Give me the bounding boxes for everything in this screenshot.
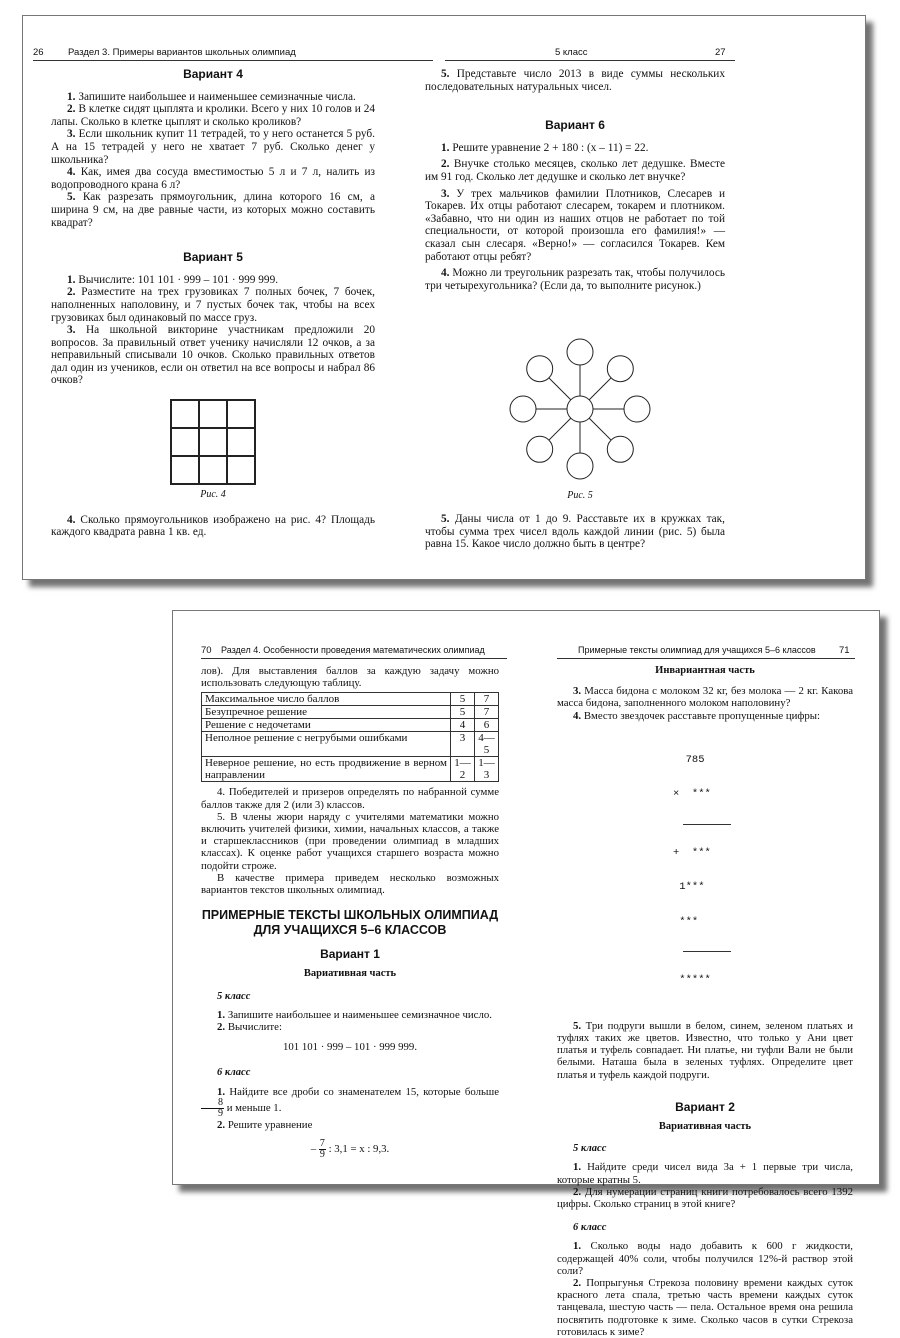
v2-c5-problem-2: 2. Для нумерации страниц книги потребовалось всего 1392 цифры. Сколько страниц в этой книге? — [557, 1185, 853, 1211]
v6-problem-1: 1. Решите уравнение 2 + 180 : (x – 11) = 22. — [441, 141, 649, 154]
page-26 — [23, 16, 445, 581]
invariant-part-heading: Инвариантная часть — [655, 665, 755, 676]
problem-5-sum-2013: 5. Представьте число 2013 в виде суммы нескольких последовательных натуральных чисел. — [425, 68, 725, 93]
v6-problem-2: 2. Внучке столько месяцев, сколько лет дедушке. Вместе им 91 год. Сколько лет дедушке и сколько лет внучке? — [425, 158, 726, 183]
page-70 — [173, 611, 533, 1186]
grid-cell — [227, 400, 255, 428]
figure-5-caption: Рис. 5 — [567, 490, 593, 501]
page-number: 70 — [201, 645, 212, 656]
paragraph-examples: В качестве примера приведем несколько возможных вариантов текстов школьных олимпиад. — [201, 871, 499, 897]
variant-1-title: Вариант 1 — [320, 947, 380, 962]
v4-problem-4: 4. Как, имея два сосуда вместимостью 5 л и 7 л, налить из водопроводного крана 6 л? — [51, 166, 375, 191]
mult-rule — [683, 951, 731, 952]
figure-4-grid — [170, 399, 256, 485]
class-6-heading: 6 класс — [217, 1067, 251, 1079]
variant-6-title: Вариант 6 — [545, 118, 605, 133]
v5-problem-4: 4. Сколько прямоугольников изображено на рис. 4? Площадь каждого квадрата равна 1 кв. ед. — [51, 513, 375, 539]
v1-c6-problem-2: 2. Решите уравнение — [217, 1118, 313, 1131]
paragraph-5: 5. В члены жюри наряду с учителями математики можно включить учителей физики, химии, начальных классов, а также и старшеклассников (при проведении олимпиад в младших классах). К оценке работ учащихся старшего возраста можно подойти строже. — [201, 810, 499, 872]
running-header: Раздел 4. Особенности проведения математических олимпиад — [221, 645, 485, 655]
grid-cell — [199, 428, 227, 456]
table-row: Решение с недочетами 4 6 — [202, 719, 499, 732]
mult-line: × *** — [673, 788, 711, 801]
v1-c5-problem-2: 2. Вычислите: — [217, 1021, 282, 1034]
mult-rule — [683, 824, 731, 825]
v1-c5-problem-1: 1. Запишите наибольшее и наименьшее семизначное число. — [217, 1008, 492, 1021]
v2-c6-problem-1: 1. Сколько воды надо добавить к 600 г жидкости, содержащей 40% соли, чтобы получился 12%-й раствор этой соли? — [557, 1240, 853, 1277]
v1-c6-problem-1: 1. Найдите все дроби со знаменателем 15, которые больше $\frac{8}{9}$ и меньше 1. — [201, 1086, 499, 1119]
page-26-text — [51, 62, 375, 539]
variant-4-title: Вариант 4 — [183, 67, 243, 81]
v4-problem-5: 5. Как разрезать прямоугольник, длина которого 16 см, а ширина 9 см, на две равные части, из которых можно составить квадрат? — [51, 191, 376, 229]
header-rule — [33, 60, 433, 61]
variant-2-title: Вариант 2 — [675, 1099, 735, 1114]
paragraph-4: 4. Победителей и призеров определять по набранной сумме баллов также для 2 (или 3) классов. — [201, 786, 499, 811]
problem-3-milk-can: 3. Масса бидона с молоком 32 кг, без молока — 2 кг. Какова масса бидона, заполненного молоком наполовину? — [557, 685, 853, 710]
grid-cell — [171, 456, 199, 484]
v4-problem-1: 1. Запишите наибольшее и наименьшее семизначные числа. — [67, 90, 356, 103]
class-6-heading: 6 класс — [573, 1222, 607, 1234]
page-27 — [425, 16, 867, 581]
figure-5-star-of-circles — [505, 334, 655, 484]
running-header: Раздел 3. Примеры вариантов школьных олимпиад — [68, 47, 296, 58]
table-row: Неполное решение с негрубыми ошибками 3 4—5 — [202, 732, 499, 757]
page-70-text — [201, 665, 499, 1168]
page-27-text — [425, 68, 725, 292]
header-rule — [445, 60, 735, 61]
grid-cell — [227, 428, 255, 456]
grid-cell — [199, 456, 227, 484]
v2-c5-problem-1: 1. Найдите среди чисел вида 3a + 1 первые три числа, которые кратны 5. — [557, 1161, 853, 1186]
v2-c6-problem-2: 2. Попрыгунья Стрекоза половину времени каждых суток красного лета спала, третью часть времени каждых суток танцевала, шестую часть — пела. Остальное время она решила посвятить подготовке к зиме. Сколько часов в сутки Стрекоза готовилась к зиме? — [557, 1277, 853, 1338]
problem-4-stars: 4. Вместо звездочек расставьте пропущенные цифры: — [573, 709, 821, 722]
page-number: 27 — [715, 47, 726, 58]
grid-cell — [227, 456, 255, 484]
mult-line: *** — [673, 915, 699, 928]
equation: – $\frac{7}{9}$ : 3,1 = x : 9,3. — [310, 1138, 390, 1161]
fraction-8-9: $\frac{8}{9}$ — [201, 1098, 224, 1119]
running-header: Примерные тексты олимпиад для учащихся 5–6 классов — [578, 645, 816, 655]
variable-part-heading: Вариативная часть — [658, 1121, 752, 1133]
book-spread-pages-70-71 — [172, 610, 880, 1338]
table-row: Максимальное число баллов 5 7 — [202, 693, 499, 706]
header-rule — [201, 658, 507, 659]
header-rule — [557, 658, 855, 659]
v6-problem-4: 4. Можно ли треугольник разрезать так, чтобы получилось три четырехугольника? (Если да, то выполните рисунок.) — [425, 267, 725, 292]
running-header: 5 класс — [555, 47, 588, 58]
intro-paragraph: лов). Для выставления баллов за каждую задачу можно использовать следующую таблицу. — [201, 665, 499, 690]
v5-problem-3: 3. На школьной викторине участникам предложили 20 вопросов. За правильный ответ ученику начисляли 12 очков, а за неправильный списывали 10 очков. Сколько правильных ответов дал один из учеников, если он ответил на все вопросы и набрал 86 очков? — [51, 324, 375, 387]
variant-5-title: Вариант 5 — [183, 250, 243, 265]
v5-problem-1: 1. Вычислите: 101 101 · 999 – 101 · 999 999. — [67, 273, 279, 286]
page-number: 26 — [33, 47, 44, 58]
grid-cell — [171, 428, 199, 456]
v6-problem-5: 5. Даны числа от 1 до 9. Расставьте их в кружках так, чтобы сумма трех чисел вдоль каждой линии (рис. 5) была равна 15. Какое число должно быть в центре? — [425, 513, 725, 551]
multiplication-puzzle — [673, 732, 737, 1010]
v4-problem-3: 3. Если школьник купит 11 тетрадей, то у него останется 5 руб. А на 15 тетрадей у него не хватает 7 руб. Сколько денег у школьника? — [51, 128, 375, 166]
computation-formula: 101 101 · 999 – 101 · 999 999. — [282, 1041, 418, 1054]
problem-5-friends: 5. Три подруги вышли в белом, синем, зеленом платьях и туфлях таких же цветов. Известно, что только у Ани цвет платья и туфель совпадает. Ни платье, ни туфли Вали не были белыми. Наташа была в зеленых туфлях. Определите цвет платья и туфель каждой подруги. — [557, 1019, 853, 1081]
table-row: Неверное решение, но есть продвижение в верном направлении 1—2 1—3 — [202, 757, 499, 782]
class-5-heading: 5 класс — [573, 1143, 607, 1155]
mult-line: ***** — [673, 974, 711, 987]
grid-cell — [199, 400, 227, 428]
page-71 — [533, 611, 881, 1338]
page-number: 71 — [839, 645, 850, 656]
figure-4-caption: Рис. 4 — [200, 489, 226, 501]
v5-problem-2: 2. Разместите на трех грузовиках 7 полных бочек, 7 бочек, наполненных наполовину, и 7 пустых бочек так, чтобы на всех грузовиках был одинаковый по массе груз. — [51, 286, 376, 324]
page-27-bottom-text — [425, 513, 725, 551]
variable-part-heading: Вариативная часть — [303, 968, 397, 980]
page-71-text — [557, 665, 853, 1338]
mult-line: 1*** — [673, 881, 705, 894]
book-spread-pages-26-27 — [22, 15, 866, 580]
v4-problem-2: 2. В клетке сидят цыплята и кролики. Всего у них 10 голов и 24 лапы. Сколько в клетке цыплят и сколько кроликов? — [51, 103, 375, 128]
mult-line: + *** — [673, 846, 711, 859]
v6-problem-3: 3. У трех мальчиков фамилии Плотников, Слесарев и Токарев. Их отцы работают слесарем, токарем и плотником. «Забавно, что ни один из наших отцов не работает по той специальности, от которой произошла его фамилия!» — сказал сын слесаря. «Верно!» — согласился Токарев. Кем работают отцы ребят? — [425, 187, 725, 263]
fraction-7-9: $\frac{7}{9}$ — [319, 1138, 325, 1161]
mult-line: 785 — [673, 753, 705, 766]
score-table — [201, 692, 499, 782]
table-row: Безупречное решение 5 7 — [202, 706, 499, 719]
grid-cell — [171, 400, 199, 428]
class-5-heading: 5 класс — [217, 990, 251, 1002]
section-title: ПРИМЕРНЫЕ ТЕКСТЫ ШКОЛЬНЫХ ОЛИМПИАД ДЛЯ УЧАЩИХСЯ 5–6 КЛАССОВ — [201, 908, 499, 938]
